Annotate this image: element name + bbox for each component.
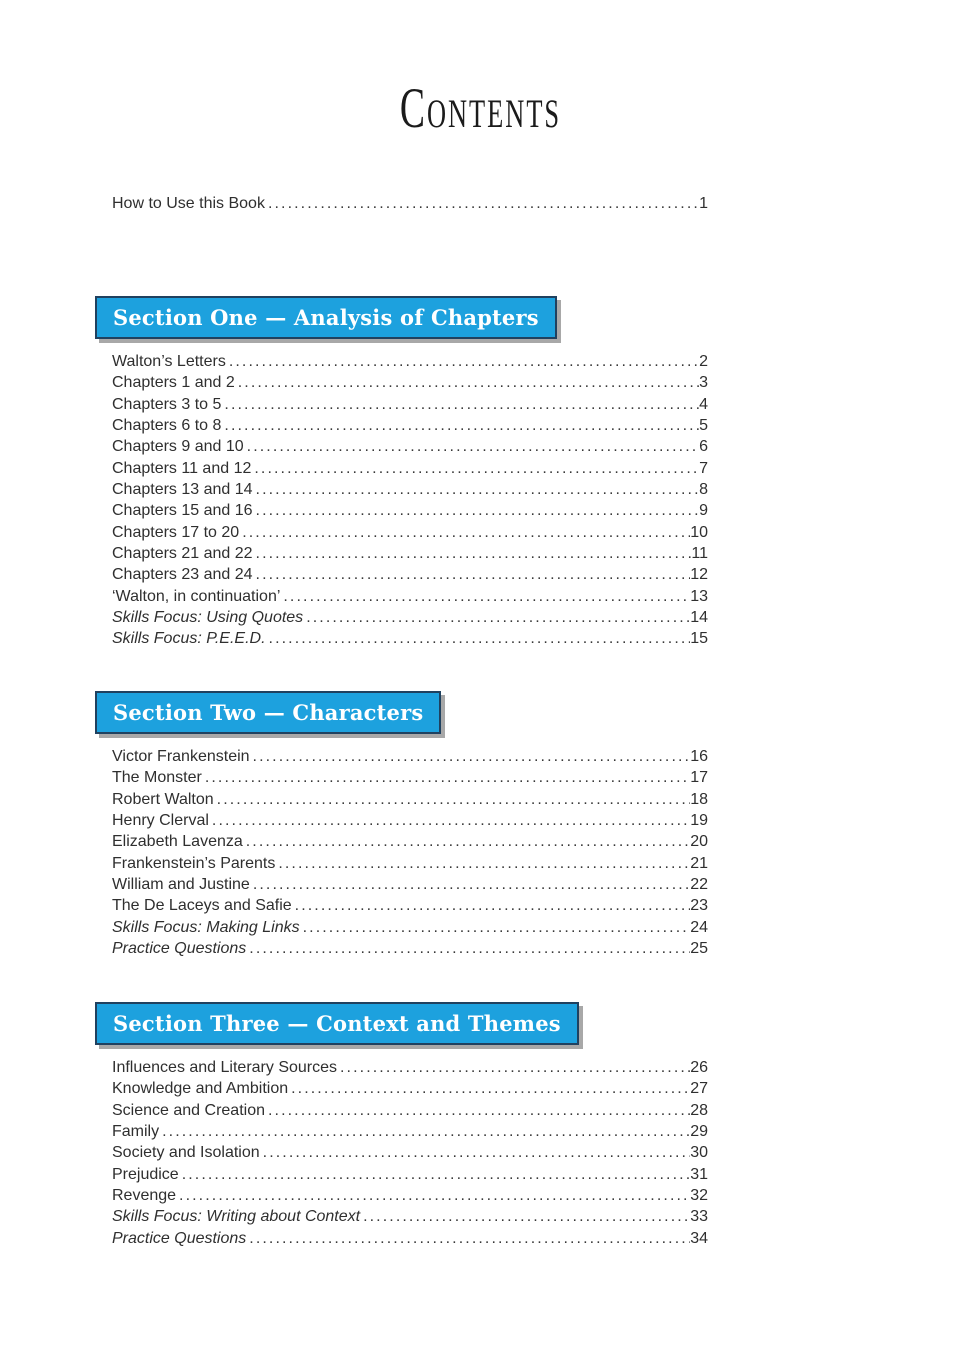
toc-row — [112, 1121, 708, 1142]
toc-entry-page: 16 — [690, 748, 708, 765]
toc-entry-page: 10 — [690, 523, 708, 541]
toc-entry-page: 28 — [690, 1101, 708, 1119]
toc-row — [112, 895, 708, 916]
toc-entry-page: 33 — [690, 1208, 708, 1226]
dot-leader — [217, 789, 691, 810]
toc-entry-page: 34 — [690, 1229, 708, 1247]
toc-entry-page: 6 — [699, 438, 708, 456]
dot-leader — [253, 874, 690, 895]
dot-leader — [268, 1100, 690, 1121]
toc-row — [112, 810, 708, 831]
toc-row — [112, 564, 708, 585]
toc-entry-page: 11 — [691, 545, 708, 563]
toc-row — [112, 372, 708, 393]
toc-row — [112, 767, 708, 788]
section-entry-list — [112, 1057, 708, 1249]
dot-leader — [224, 394, 699, 415]
toc-entry-label: Chapters 15 and 16 — [112, 502, 253, 520]
toc-entry-label: Chapters 9 and 10 — [112, 438, 244, 456]
toc-row — [112, 874, 708, 895]
dot-leader — [263, 1142, 691, 1163]
toc-row — [112, 1164, 708, 1185]
toc-entry-page: 9 — [699, 502, 708, 520]
toc-entry-page: 27 — [690, 1080, 708, 1098]
toc-entry-label: Chapters 6 to 8 — [112, 417, 222, 435]
dot-leader — [179, 1185, 690, 1206]
toc-row — [112, 458, 708, 479]
toc-entry-page: 3 — [699, 374, 708, 392]
toc-entry-page: 4 — [699, 395, 708, 413]
section-heading: Section Three — Context and Themes — [95, 1002, 579, 1045]
toc-entry-label: Henry Clerval — [112, 812, 209, 830]
dot-leader — [205, 767, 690, 788]
toc-row-how-to-use — [112, 193, 708, 214]
toc-row — [112, 746, 708, 767]
toc-entry-label: Chapters 23 and 24 — [112, 566, 253, 584]
toc-entry-label: Frankenstein’s Parents — [112, 854, 276, 872]
toc-entry-label: Chapters 3 to 5 — [112, 395, 222, 413]
toc-row — [112, 1228, 708, 1249]
toc-entry-label: The Monster — [112, 769, 202, 787]
toc-row — [112, 1100, 708, 1121]
toc-section-three — [95, 1002, 708, 1249]
toc-entry-page: 30 — [690, 1144, 708, 1162]
toc-entry-page: 19 — [690, 812, 708, 830]
toc-entry-label: Family — [112, 1123, 160, 1141]
toc-entry-label: Practice Questions — [112, 1229, 247, 1247]
dot-leader — [268, 193, 699, 214]
toc-entry-page: 12 — [690, 566, 708, 584]
toc-row — [112, 500, 708, 521]
dot-leader — [224, 415, 699, 436]
toc-entry-label: Chapters 13 and 14 — [112, 481, 253, 499]
dot-leader — [278, 853, 690, 874]
toc-entry-page: 29 — [690, 1123, 708, 1141]
toc-row — [112, 831, 708, 852]
dot-leader — [162, 1121, 690, 1142]
toc-entry-label: Science and Creation — [112, 1101, 265, 1119]
dot-leader — [303, 917, 691, 938]
toc-entry-page: 15 — [690, 630, 708, 648]
toc-entry-page: 32 — [690, 1187, 708, 1205]
toc-row — [112, 522, 708, 543]
dot-leader — [295, 895, 691, 916]
toc-entry-page: 18 — [690, 790, 708, 808]
toc-entry-page: 25 — [690, 940, 708, 958]
section-entry-list — [112, 746, 708, 959]
toc-entry-page: 8 — [699, 481, 708, 499]
dot-leader — [256, 500, 700, 521]
dot-leader — [253, 746, 691, 767]
toc-row — [112, 543, 708, 564]
dot-leader — [182, 1164, 691, 1185]
dot-leader — [249, 938, 690, 959]
toc-entry-page: 24 — [690, 918, 708, 936]
toc-entry-page: 5 — [699, 417, 708, 435]
dot-leader — [269, 628, 691, 649]
dot-leader — [256, 564, 691, 585]
toc-entry-label: The De Laceys and Safie — [112, 897, 292, 915]
dot-leader — [256, 479, 700, 500]
toc-entry-label: Victor Frankenstein — [112, 748, 250, 765]
page-title: Contents — [399, 77, 562, 140]
toc-entry-page: 14 — [690, 609, 708, 627]
toc-entry-label: Robert Walton — [112, 790, 214, 808]
toc-entry-page: 23 — [690, 897, 708, 915]
toc-entry-label: Skills Focus: P.E.E.D. — [112, 630, 266, 648]
toc-section-two — [95, 691, 708, 959]
toc-entry-label: Skills Focus: Using Quotes — [112, 609, 304, 627]
toc-entry-label: How to Use this Book — [112, 195, 265, 212]
toc-row — [112, 1206, 708, 1227]
dot-leader — [212, 810, 690, 831]
toc-section-one — [95, 296, 708, 650]
toc-entry-page: 21 — [690, 854, 708, 872]
toc-entry-label: Influences and Literary Sources — [112, 1059, 338, 1076]
toc-entry-page: 31 — [690, 1165, 708, 1183]
toc-entry-label: Practice Questions — [112, 940, 247, 958]
dot-leader — [340, 1057, 690, 1078]
toc-entry-page: 26 — [690, 1059, 708, 1076]
dot-leader — [283, 586, 690, 607]
toc-row — [112, 394, 708, 415]
toc-entry-label: Society and Isolation — [112, 1144, 260, 1162]
toc-entry-page: 7 — [699, 459, 708, 477]
toc-row — [112, 789, 708, 810]
dot-leader — [246, 831, 690, 852]
toc-row — [112, 853, 708, 874]
dot-leader — [229, 351, 699, 372]
toc-entry-label: Elizabeth Lavenza — [112, 833, 243, 851]
toc-row — [112, 415, 708, 436]
toc-entry-label: Walton’s Letters — [112, 353, 226, 370]
toc-entry-page: 1 — [699, 195, 708, 212]
dot-leader — [306, 607, 690, 628]
toc-entry-page: 2 — [699, 353, 708, 370]
toc-entry-page: 17 — [690, 769, 708, 787]
toc-row — [112, 479, 708, 500]
dot-leader — [256, 543, 692, 564]
toc-row — [112, 1142, 708, 1163]
toc-entry-page: 22 — [690, 876, 708, 894]
dot-leader — [291, 1078, 690, 1099]
dot-leader — [254, 458, 699, 479]
dot-leader — [363, 1206, 690, 1227]
toc-row — [112, 351, 708, 372]
toc-entry-label: Knowledge and Ambition — [112, 1080, 289, 1098]
section-entry-list — [112, 351, 708, 650]
toc-row — [112, 1185, 708, 1206]
dot-leader — [238, 372, 699, 393]
toc-entry-label: Chapters 11 and 12 — [112, 459, 252, 477]
toc-entry-label: ‘Walton, in continuation’ — [112, 587, 281, 605]
section-heading: Section One — Analysis of Chapters — [95, 296, 557, 339]
toc-entry-label: Chapters 1 and 2 — [112, 374, 235, 392]
dot-leader — [249, 1228, 690, 1249]
toc-row — [112, 1078, 708, 1099]
toc-row — [112, 436, 708, 457]
toc-row — [112, 917, 708, 938]
toc-entry-label: Chapters 17 to 20 — [112, 523, 240, 541]
toc-entry-label: Skills Focus: Making Links — [112, 918, 300, 936]
dot-leader — [247, 436, 699, 457]
toc-row — [112, 607, 708, 628]
toc-entry-label: Prejudice — [112, 1165, 179, 1183]
toc-row — [112, 1057, 708, 1078]
dot-leader — [242, 522, 690, 543]
toc-entry-page: 20 — [690, 833, 708, 851]
section-heading: Section Two — Characters — [95, 691, 441, 734]
toc-entry-page: 13 — [690, 587, 708, 605]
toc-row — [112, 628, 708, 649]
toc-row — [112, 586, 708, 607]
toc-row — [112, 938, 708, 959]
toc-entry-label: William and Justine — [112, 876, 250, 894]
toc-entry-label: Skills Focus: Writing about Context — [112, 1208, 361, 1226]
toc-entry-label: Revenge — [112, 1187, 177, 1205]
toc-entry-label: Chapters 21 and 22 — [112, 545, 253, 563]
